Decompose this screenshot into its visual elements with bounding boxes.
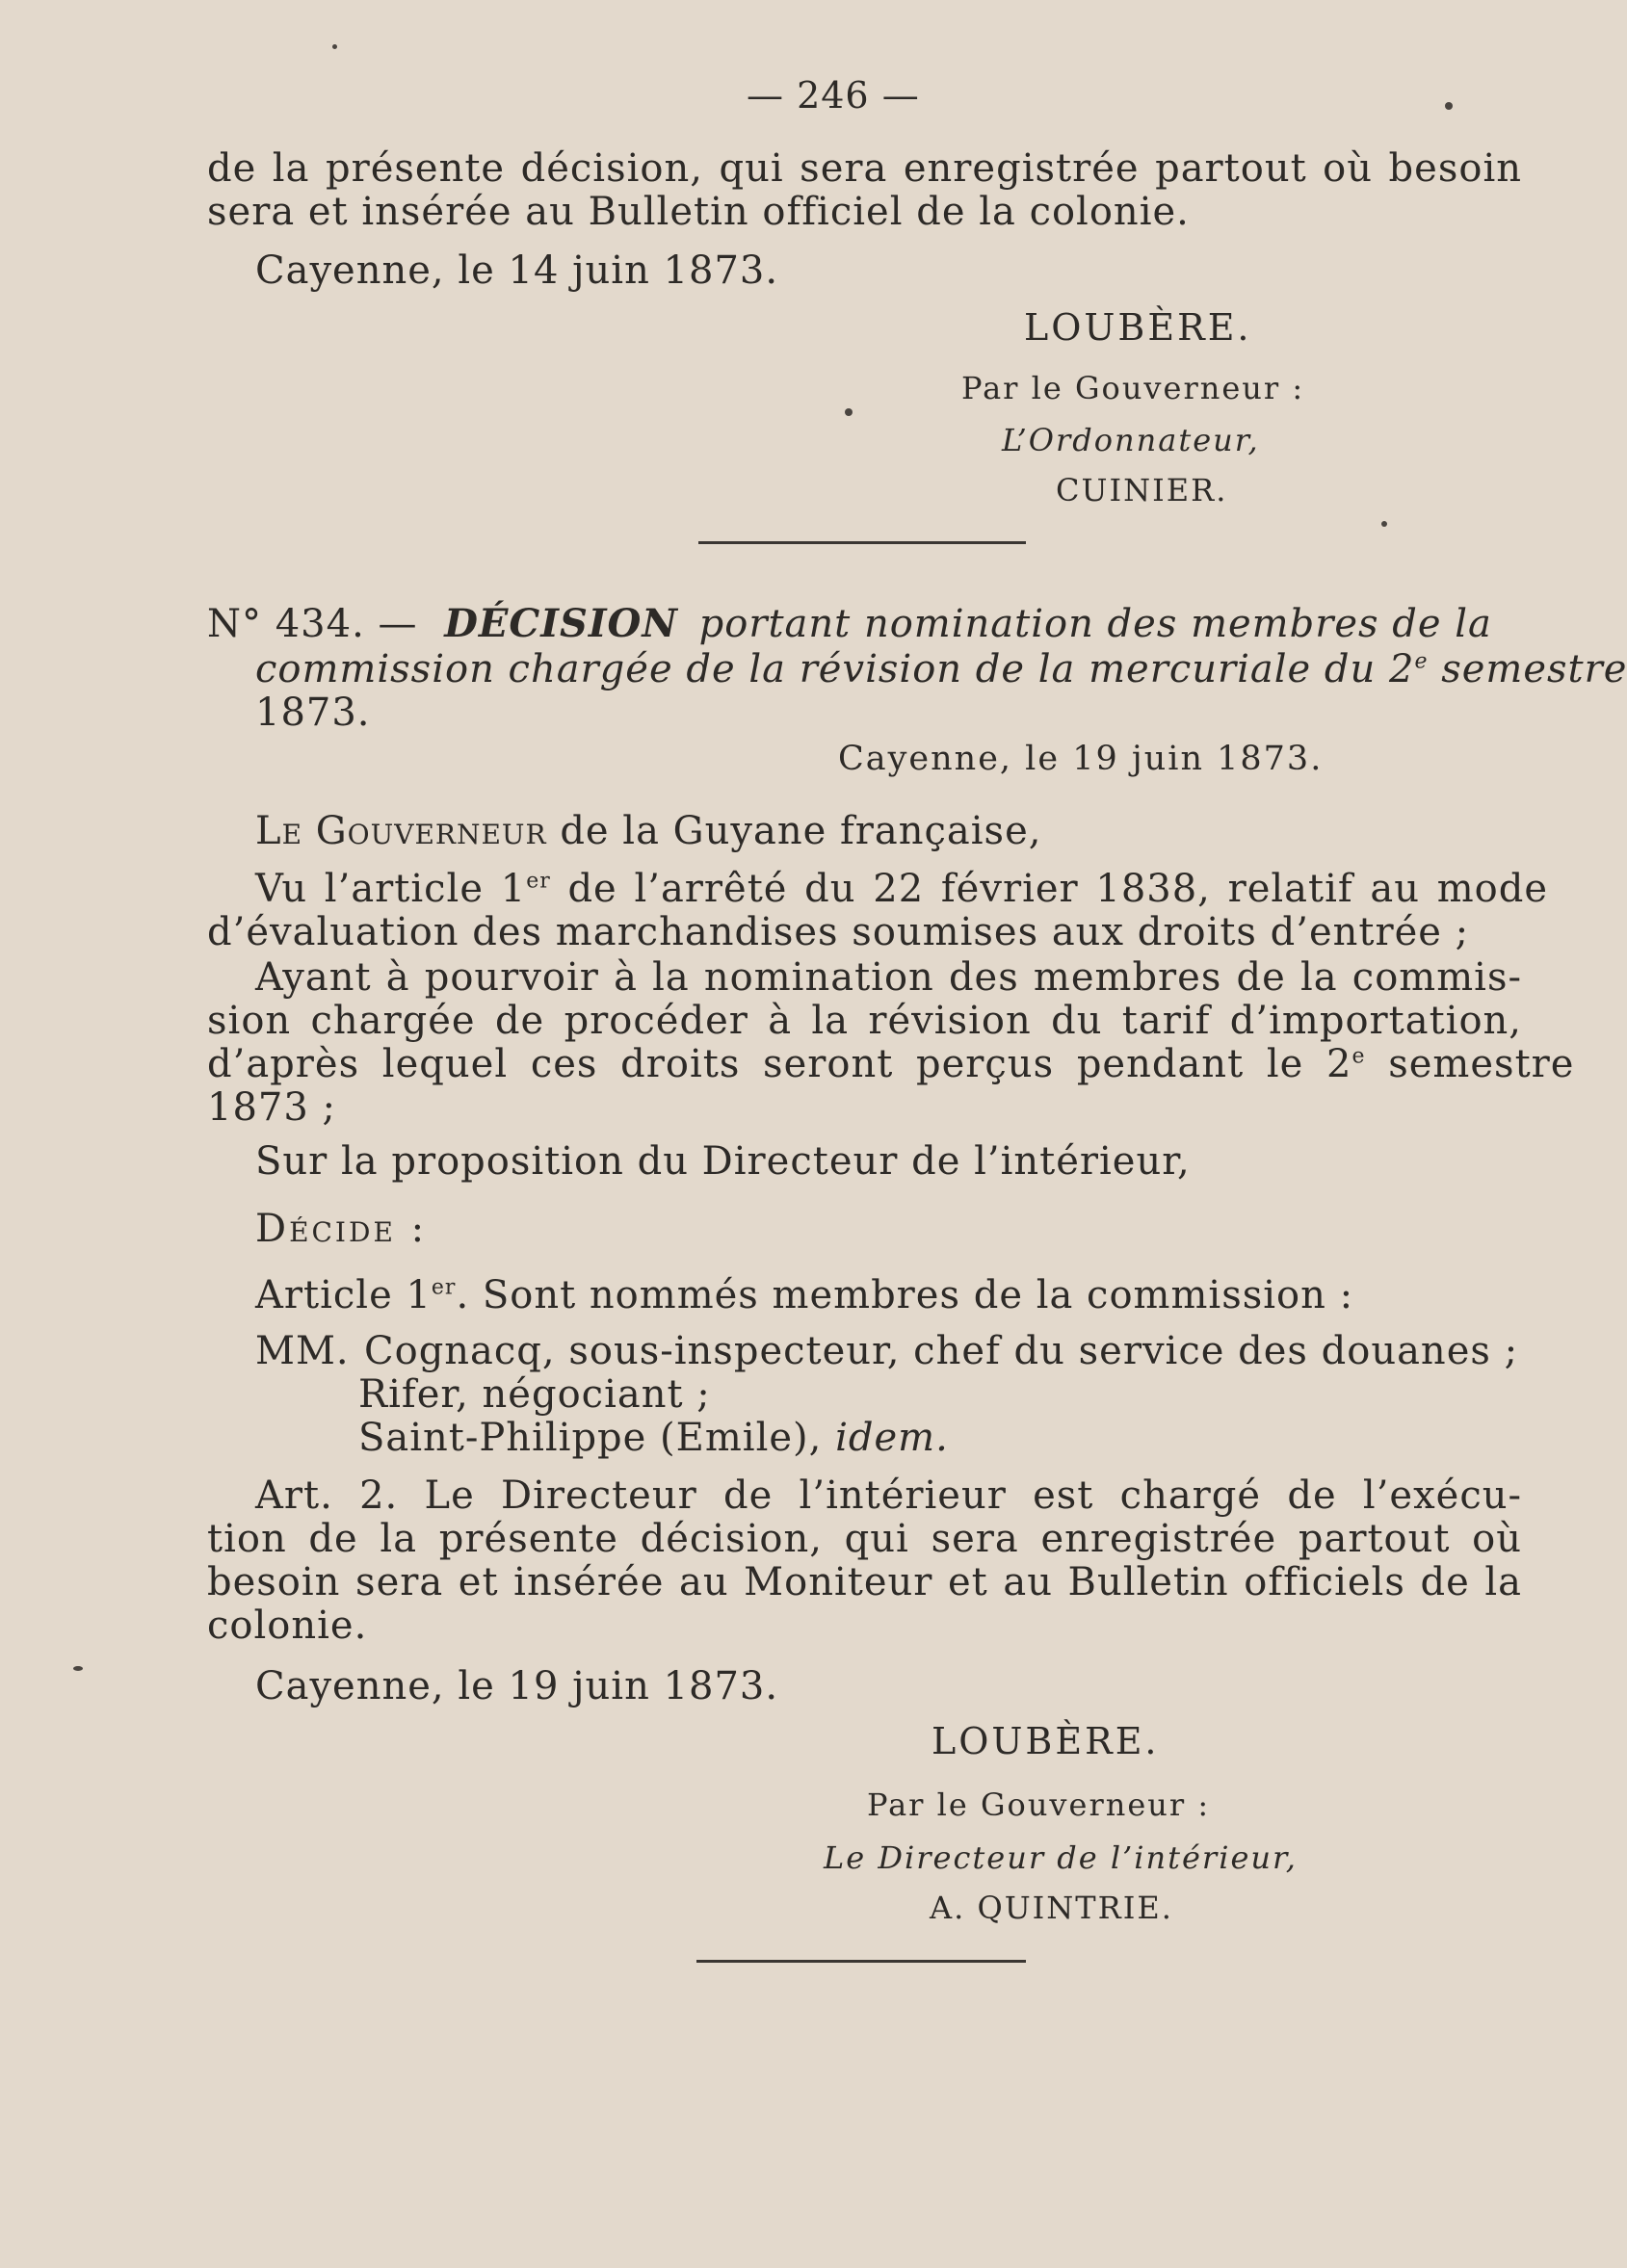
ayant-line-3: [207, 1042, 1575, 1086]
ink-speck: [73, 1666, 83, 1671]
decision-heading-line-2-text: commission chargée de la révision de la mercuriale du 2: [255, 647, 1415, 691]
member-2: Rifer, négociant ;: [358, 1372, 711, 1417]
top-text-line-2: sera et insérée au Bulletin officiel de la colonie.: [207, 190, 1190, 234]
ink-speck: [332, 44, 337, 49]
vu-text-a: Vu l’article 1: [255, 867, 527, 911]
decision-number: N° 434. —: [207, 602, 418, 646]
governor-rest: de la Guyane française,: [560, 809, 1042, 853]
decision-heading-line-1: [207, 602, 1522, 646]
ayant-line-3-sup: e: [1351, 1044, 1366, 1069]
decision-par-le-gouverneur: Par le Gouverneur :: [867, 1786, 1211, 1823]
decision-date: Cayenne, le 19 juin 1873.: [255, 1664, 779, 1708]
governor-label: Le Gouverneur: [255, 809, 547, 853]
member-3: [358, 1416, 949, 1460]
ink-speck: [845, 408, 853, 416]
decision-heading-line-2-end: semestre: [1441, 647, 1627, 691]
decision-heading-sup: e: [1414, 649, 1429, 674]
article-1-line: [255, 1273, 1353, 1317]
decision-official-title: Le Directeur de l’intérieur,: [824, 1839, 1298, 1876]
member-1: Cognacq, sous-inspecteur, chef du service des douanes ;: [364, 1329, 1519, 1373]
separator-rule-1: [698, 541, 1026, 544]
separator-rule-2: [696, 1960, 1026, 1963]
ayant-line-3-b: semestre: [1388, 1042, 1575, 1086]
ink-speck: [1445, 102, 1453, 110]
decision-signature: LOUBÈRE.: [932, 1720, 1160, 1762]
member-3-idem: idem.: [835, 1416, 949, 1460]
members-prefix: MM.: [255, 1329, 350, 1373]
ayant-line-3-a: d’après lequel ces droits seront perçus pendant le 2: [207, 1042, 1352, 1086]
article-2-line-3: besoin sera et insérée au Moniteur et au Bulletin officiels de la: [207, 1560, 1522, 1604]
vu-text-b: de l’arrêté du 22 février 1838, relatif au mode: [567, 867, 1549, 911]
page-number: — 246 —: [747, 74, 920, 117]
decide-heading: Décide :: [255, 1207, 428, 1251]
ayant-line-2: sion chargée de procéder à la révision du tarif d’importation,: [207, 999, 1522, 1043]
top-text-line-1: de la présente décision, qui sera enregistrée partout où besoin: [207, 146, 1522, 191]
vu-line-1: [255, 867, 1549, 911]
decision-heading-line-2: [255, 647, 1627, 691]
governor-line: [255, 809, 1041, 853]
top-par-le-gouverneur: Par le Gouverneur :: [961, 370, 1305, 406]
article-2-line-4: colonie.: [207, 1603, 368, 1648]
vu-line-2: d’évaluation des marchandises soumises aux droits d’entrée ;: [207, 910, 1470, 954]
top-date: Cayenne, le 14 juin 1873.: [255, 248, 779, 293]
article-2-line-1: Art. 2. Le Directeur de l’intérieur est chargé de l’exécu-: [255, 1473, 1522, 1518]
article-1-text: . Sont nommés membres de la commission :: [456, 1273, 1354, 1317]
sur-proposition-line: Sur la proposition du Directeur de l’intérieur,: [255, 1139, 1191, 1184]
article-1-sup: er: [431, 1275, 457, 1300]
decision-title: DÉCISION: [444, 601, 678, 646]
decision-official-name: A. QUINTRIE.: [930, 1890, 1173, 1926]
top-official-title: L’Ordonnateur,: [1002, 422, 1260, 458]
ayant-line-4: 1873 ;: [207, 1085, 336, 1130]
ayant-line-1: Ayant à pourvoir à la nomination des membres de la commis-: [255, 955, 1522, 1000]
ink-speck: [1381, 521, 1387, 527]
vu-sup: er: [526, 869, 551, 894]
decision-heading-rest: portant nomination des membres de la: [698, 602, 1492, 646]
decision-heading-line-3: 1873.: [255, 691, 371, 735]
top-official-name: CUINIER.: [1056, 472, 1228, 508]
article-1-label: Article 1: [255, 1273, 432, 1317]
member-3-name: Saint-Philippe (Emile),: [358, 1416, 823, 1460]
decision-dateline: Cayenne, le 19 juin 1873.: [838, 740, 1324, 778]
article-2-line-2: tion de la présente décision, qui sera enregistrée partout où: [207, 1517, 1522, 1561]
top-signature: LOUBÈRE.: [1024, 306, 1252, 349]
